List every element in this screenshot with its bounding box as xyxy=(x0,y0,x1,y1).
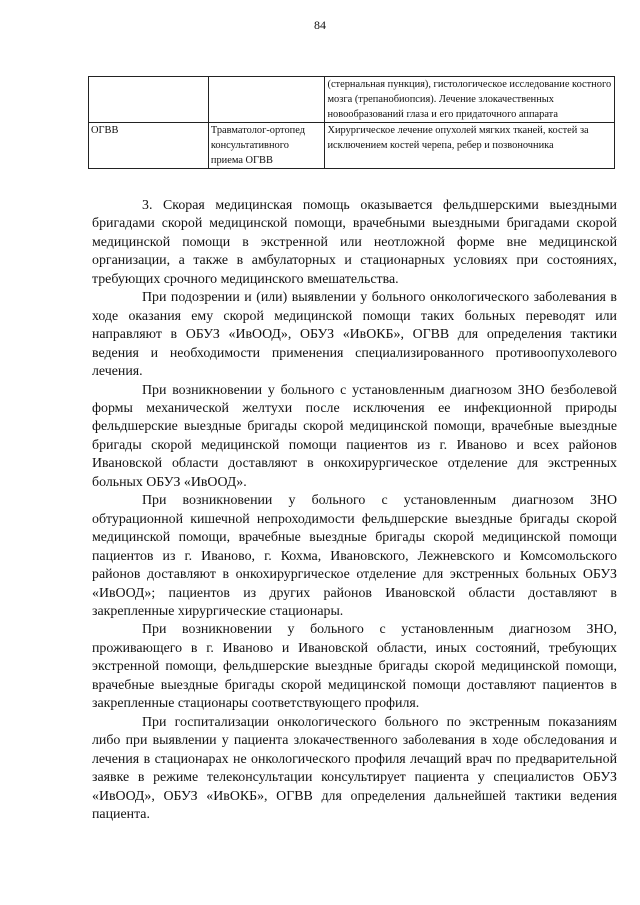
table-row xyxy=(89,77,615,123)
table-cell-services: (стернальная пункция), гистологическое исследование костного мозга (трепанобиопсия). Лечение злокачественных новообразований глаза и его придаточного аппарата xyxy=(325,77,615,123)
paragraph-suspicion-referral: При подозрении и (или) выявлении у больного онкологического заболевания в ходе оказания ему скорой медицинской помощи таких больных переводят или направляют в ОБУЗ «ИвООД», ОБУЗ «ИвОКБ», ОГВВ для определения тактики ведения и необходимости применения специализированного противоопухолевого лечения. xyxy=(92,290,617,380)
paragraph-other-emergencies: При возникновении у больного с установленным диагнозом ЗНО, проживающего в г. Иваново и Ивановской области, иных состояний, требующих экстренной помощи, фельдшерские выездные бригады скорой медицинской помощи, врачебные выездные бригады скорой медицинской помощи доставляют пациентов в закрепленные стационары соответствующего профиля. xyxy=(92,622,617,712)
document-body xyxy=(92,197,617,824)
table-cell-organization: ОГВВ xyxy=(89,123,209,169)
table-row xyxy=(89,123,615,169)
table-cell-specialist: Травматолог-ортопед консультативного приема ОГВВ xyxy=(208,123,325,169)
paragraph-emergency-care: 3. Скорая медицинская помощь оказывается фельдшерскими выездными бригадами скорой медицинской помощи, врачебными выездными бригадами скорой медицинской помощи в экстренной или неотложной форме вне медицинской организации, а также в амбулаторных и стационарных условиях при состояниях, требующих срочного медицинского вмешательства. xyxy=(92,198,617,287)
paragraph-intestinal-obstruction: При возникновении у больного с установленным диагнозом ЗНО обтурационной кишечной непроходимости фельдшерские выездные бригады скорой медицинской помощи, врачебные выездные бригады скорой медицинской помощи пациентов из г. Иваново, г. Кохма, Ивановского, Лежневского и Комсомольского районов доставляют в онкохирургическое отделение для экстренных больных ОБУЗ «ИвООД»; пациентов из других районов Ивановской области доставляют в закрепленные хирургические стационары. xyxy=(92,493,617,619)
page-number: 84 xyxy=(314,18,326,32)
paragraph-hospitalization: При госпитализации онкологического больного по экстренным показаниям либо при выявлении у пациента злокачественного заболевания в ходе обследования и лечения в стационарах не онкологического профиля лечащий врач по предварительной заявке в режиме телеконсультации консультирует пациента у специалистов ОБУЗ «ИвООД», ОБУЗ «ИвОКБ», ОГВВ для определения дальнейшей тактики ведения пациента. xyxy=(92,714,617,822)
table-cell-organization xyxy=(89,77,209,123)
services-table xyxy=(88,76,615,169)
table-cell-services: Хирургическое лечение опухолей мягких тканей, костей за исключением костей черепа, ребер и позвоночника xyxy=(325,123,615,169)
table-cell-specialist xyxy=(208,77,325,123)
paragraph-jaundice: При возникновении у больного с установленным диагнозом ЗНО безболевой формы механической желтухи после исключения ее инфекционной природы фельдшерские выездные бригады скорой медицинской помощи, врачебные выездные бригады скорой медицинской помощи пациентов из г. Иваново и всех районов Ивановской области доставляют в онкохирургическое отделение для экстренных больных ОБУЗ «ИвООД». xyxy=(92,382,617,490)
